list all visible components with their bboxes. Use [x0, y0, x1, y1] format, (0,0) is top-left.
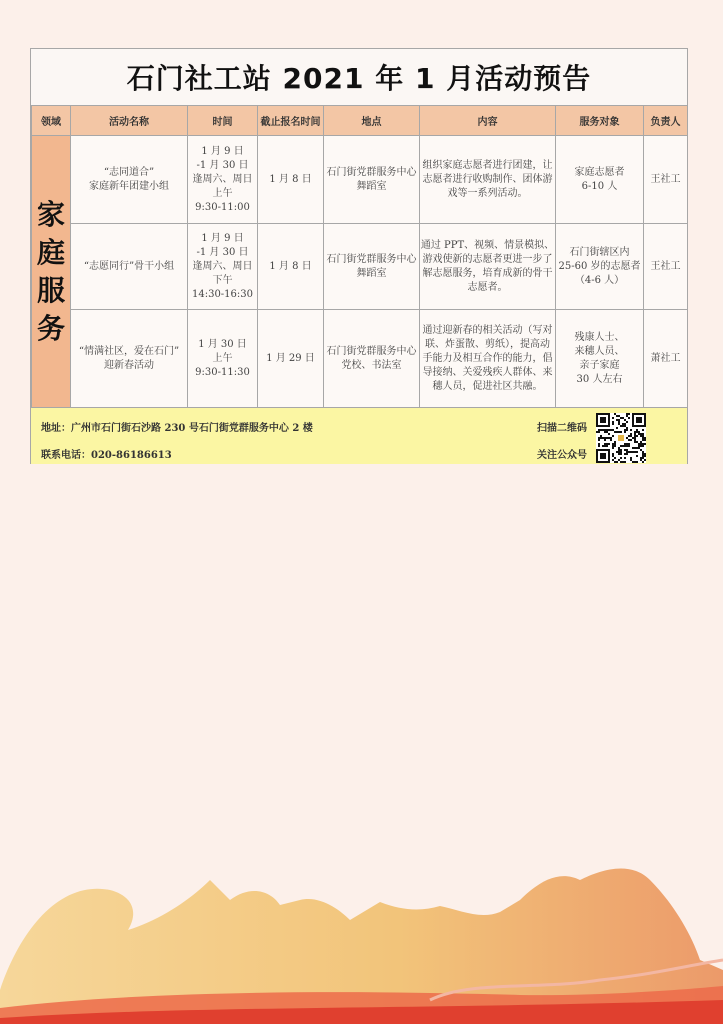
header-target: 服务对象 [556, 106, 644, 136]
target-cell: 残康人士、 来穗人员、 亲子家庭 30 人左右 [556, 310, 644, 408]
header-content: 内容 [420, 106, 556, 136]
target-cell: 家庭志愿者 6-10 人 [556, 136, 644, 224]
deadline-cell: 1 月 8 日 [258, 224, 324, 310]
time-cell: 1 月 9 日 -1 月 30 日 逢周六、周日 上午 9:30-11:00 [188, 136, 258, 224]
header-place: 地点 [324, 106, 420, 136]
table-row [32, 224, 688, 310]
header-deadline: 截止报名时间 [258, 106, 324, 136]
table-row [32, 136, 688, 224]
owner-cell: 王社工 [644, 136, 688, 224]
address-text: 地址：广州市石门街石沙路 230 号石门街党群服务中心 2 楼 [41, 423, 313, 434]
domain-cell [32, 136, 71, 408]
owner-cell: 萧社工 [644, 310, 688, 408]
target-cell: 石门街辖区内 25-60 岁的志愿者 （4-6 人） [556, 224, 644, 310]
header-activity-name: 活动名称 [71, 106, 188, 136]
domain-label: 家庭服务 [36, 197, 65, 345]
table-header-row [32, 106, 688, 136]
time-cell: 1 月 30 日 上午 9:30-11:30 [188, 310, 258, 408]
dragon-boat-decoration [0, 840, 723, 1024]
deadline-cell: 1 月 8 日 [258, 136, 324, 224]
time-cell: 1 月 9 日 -1 月 30 日 逢周六、周日 下午 14:30-16:30 [188, 224, 258, 310]
header-time: 时间 [188, 106, 258, 136]
follow-account-label: 关注公众号 [537, 450, 587, 461]
page-title: 石门社工站 2021 年 1 月活动预告 [31, 49, 687, 106]
phone-text: 联系电话：020-86186613 [41, 450, 172, 461]
activity-name-cell: “志愿同行”骨干小组 [71, 224, 188, 310]
header-owner: 负责人 [644, 106, 688, 136]
activity-name-cell: “志同道合” 家庭新年团建小组 [71, 136, 188, 224]
place-cell: 石门街党群服务中心 舞蹈室 [324, 136, 420, 224]
content-cell: 通过迎新春的相关活动（写对 联、炸蛋散、剪纸），提高动 手能力及相互合作的能力，倡 导接纳、关爱残疾人群体、来 穗人员，促进社区共融。 [420, 310, 556, 408]
qr-code-icon[interactable] [596, 413, 646, 463]
content-cell: 通过 PPT、视频、情景模拟、 游戏使新的志愿者更进一步了 解志愿服务，培育成新的骨干 志愿者。 [420, 224, 556, 310]
contact-footer [31, 407, 687, 464]
table-row [32, 310, 688, 408]
content-cell: 组织家庭志愿者进行团建，让 志愿者进行收购制作、团体游 戏等一系列活动。 [420, 136, 556, 224]
activity-name-cell: “情满社区，爱在石门” 迎新春活动 [71, 310, 188, 408]
header-domain: 领域 [32, 106, 71, 136]
activity-table [31, 105, 688, 408]
deadline-cell: 1 月 29 日 [258, 310, 324, 408]
place-cell: 石门街党群服务中心 党校、书法室 [324, 310, 420, 408]
scan-qr-label: 扫描二维码 [537, 423, 587, 434]
owner-cell: 王社工 [644, 224, 688, 310]
place-cell: 石门街党群服务中心 舞蹈室 [324, 224, 420, 310]
activity-sheet [30, 48, 688, 464]
